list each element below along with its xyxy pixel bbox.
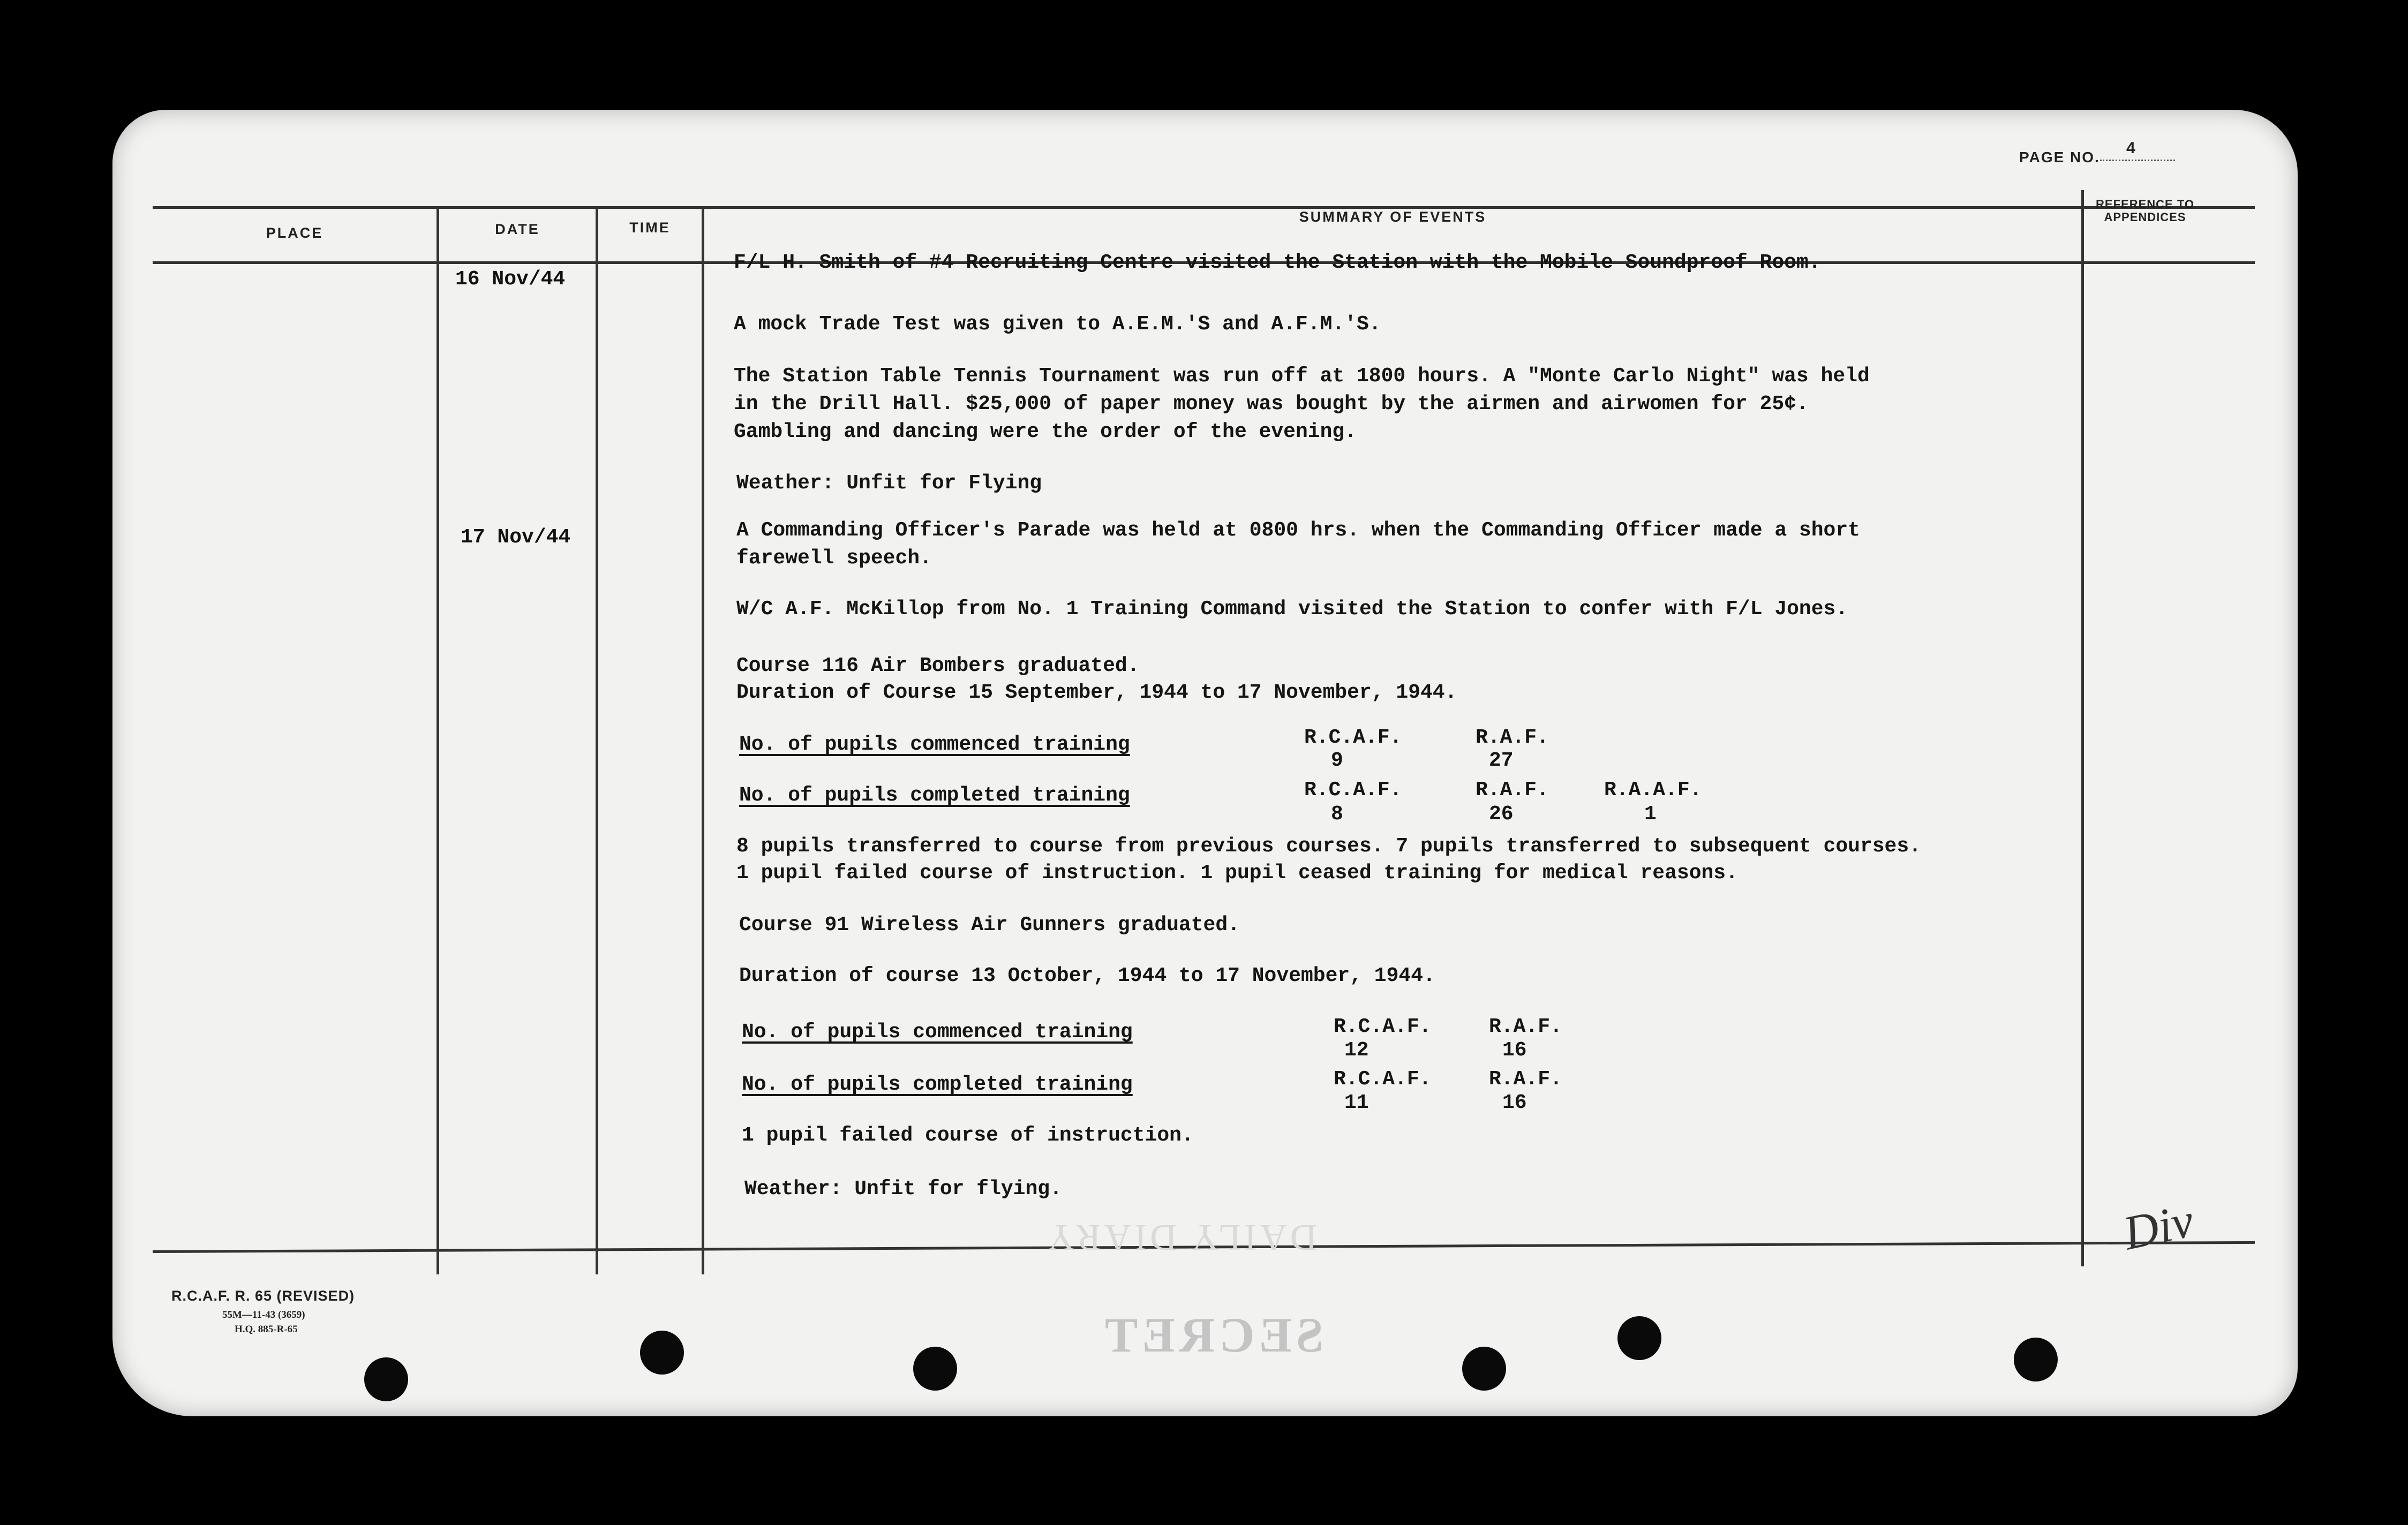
event-line: F/L H. Smith of #4 Recruiting Centre visited the Station with the Mobile Soundproof Room. bbox=[734, 251, 1821, 274]
header-reference: REFERENCE TO APPENDICES bbox=[2096, 198, 2194, 224]
rcaf-header: R.C.A.F. bbox=[1334, 1015, 1432, 1038]
event-line: A mock Trade Test was given to A.E.M.'S and A.F.M.'S. bbox=[734, 313, 1381, 336]
commenced-raf-count: 16 bbox=[1502, 1039, 1527, 1062]
event-line: in the Drill Hall. $25,000 of paper money was bought by the airmen and airwomen for 25¢. bbox=[734, 392, 1809, 416]
event-line: Duration of course 13 October, 1944 to 17 November, 1944. bbox=[739, 964, 1435, 987]
event-line: 1 pupil failed course of instruction. bbox=[742, 1124, 1194, 1147]
handwritten-initials: Div bbox=[2119, 1194, 2198, 1260]
hq-reference: H.Q. 885-R-65 bbox=[235, 1324, 298, 1335]
event-line: farewell speech. bbox=[736, 547, 932, 570]
raf-header: R.A.F. bbox=[1489, 1015, 1562, 1038]
rcaf-header: R.C.A.F. bbox=[1304, 779, 1402, 802]
form-id: R.C.A.F. R. 65 (REVISED) bbox=[171, 1288, 355, 1304]
completed-raaf-count: 1 bbox=[1644, 803, 1657, 826]
page-number-value: 4 bbox=[2126, 139, 2136, 157]
secret-stamp: SECRET bbox=[1101, 1308, 1324, 1362]
completed-training-label: No. of pupils completed training bbox=[742, 1073, 1133, 1096]
event-line: The Station Table Tennis Tournament was run off at 1800 hours. A "Monte Carlo Night" was held bbox=[734, 365, 1870, 388]
rcaf-header: R.C.A.F. bbox=[1334, 1068, 1432, 1091]
entry-date: 16 Nov/44 bbox=[455, 268, 566, 291]
punch-hole bbox=[2014, 1338, 2058, 1381]
page-number-label: PAGE NO. bbox=[2019, 149, 2100, 165]
column-rule-time-summary bbox=[702, 206, 704, 1274]
raf-header: R.A.F. bbox=[1489, 1068, 1562, 1091]
completed-raf-count: 16 bbox=[1502, 1091, 1527, 1114]
event-line: 8 pupils transferred to course from previous courses. 7 pupils transferred to subsequent courses. bbox=[736, 835, 1921, 858]
punch-hole bbox=[1462, 1347, 1506, 1391]
page-number bbox=[2019, 139, 2175, 166]
punch-hole bbox=[364, 1357, 408, 1401]
raf-header: R.A.F. bbox=[1476, 726, 1549, 749]
event-line: Weather: Unfit for Flying bbox=[736, 472, 1042, 495]
completed-training-label: No. of pupils completed training bbox=[739, 784, 1130, 807]
raaf-header: R.A.A.F. bbox=[1604, 779, 1702, 802]
punch-hole bbox=[1617, 1316, 1661, 1360]
event-line: Gambling and dancing were the order of the evening. bbox=[734, 420, 1357, 443]
header-date: DATE bbox=[495, 221, 540, 237]
commenced-rcaf-count: 12 bbox=[1344, 1039, 1369, 1062]
completed-raf-count: 26 bbox=[1489, 803, 1514, 826]
rcaf-header: R.C.A.F. bbox=[1304, 726, 1402, 749]
commenced-rcaf-count: 9 bbox=[1331, 749, 1343, 772]
event-line: 1 pupil failed course of instruction. 1 pupil ceased training for medical reasons. bbox=[736, 862, 1738, 885]
print-code: 55M—11-43 (3659) bbox=[222, 1309, 305, 1320]
header-time: TIME bbox=[629, 220, 671, 236]
event-line: W/C A.F. McKillop from No. 1 Training Command visited the Station to confer with F/L Jones. bbox=[736, 598, 1848, 621]
column-rule-date-time bbox=[596, 206, 598, 1274]
faint-diary-stamp: DAILY DIARY bbox=[1044, 1217, 1318, 1258]
event-line: Course 91 Wireless Air Gunners graduated. bbox=[739, 914, 1240, 937]
punch-hole bbox=[640, 1331, 684, 1375]
completed-rcaf-count: 8 bbox=[1331, 803, 1343, 826]
punch-hole bbox=[913, 1347, 957, 1391]
event-line: Weather: Unfit for flying. bbox=[744, 1177, 1062, 1201]
event-line: Course 116 Air Bombers graduated. bbox=[736, 654, 1140, 677]
column-rule-place-date bbox=[437, 206, 439, 1274]
entry-date: 17 Nov/44 bbox=[461, 526, 571, 549]
commenced-training-label: No. of pupils commenced training bbox=[742, 1021, 1133, 1044]
column-rule-summary-ref bbox=[2081, 190, 2084, 1266]
raf-header: R.A.F. bbox=[1476, 779, 1549, 802]
event-line: A Commanding Officer's Parade was held at 0800 hrs. when the Commanding Officer made a short bbox=[736, 519, 1860, 542]
commenced-training-label: No. of pupils commenced training bbox=[739, 733, 1130, 756]
completed-rcaf-count: 11 bbox=[1344, 1091, 1369, 1114]
event-line: Duration of Course 15 September, 1944 to 17 November, 1944. bbox=[736, 681, 1457, 704]
header-place: PLACE bbox=[266, 225, 323, 241]
commenced-raf-count: 27 bbox=[1489, 749, 1514, 772]
header-summary: SUMMARY OF EVENTS bbox=[1299, 209, 1487, 225]
